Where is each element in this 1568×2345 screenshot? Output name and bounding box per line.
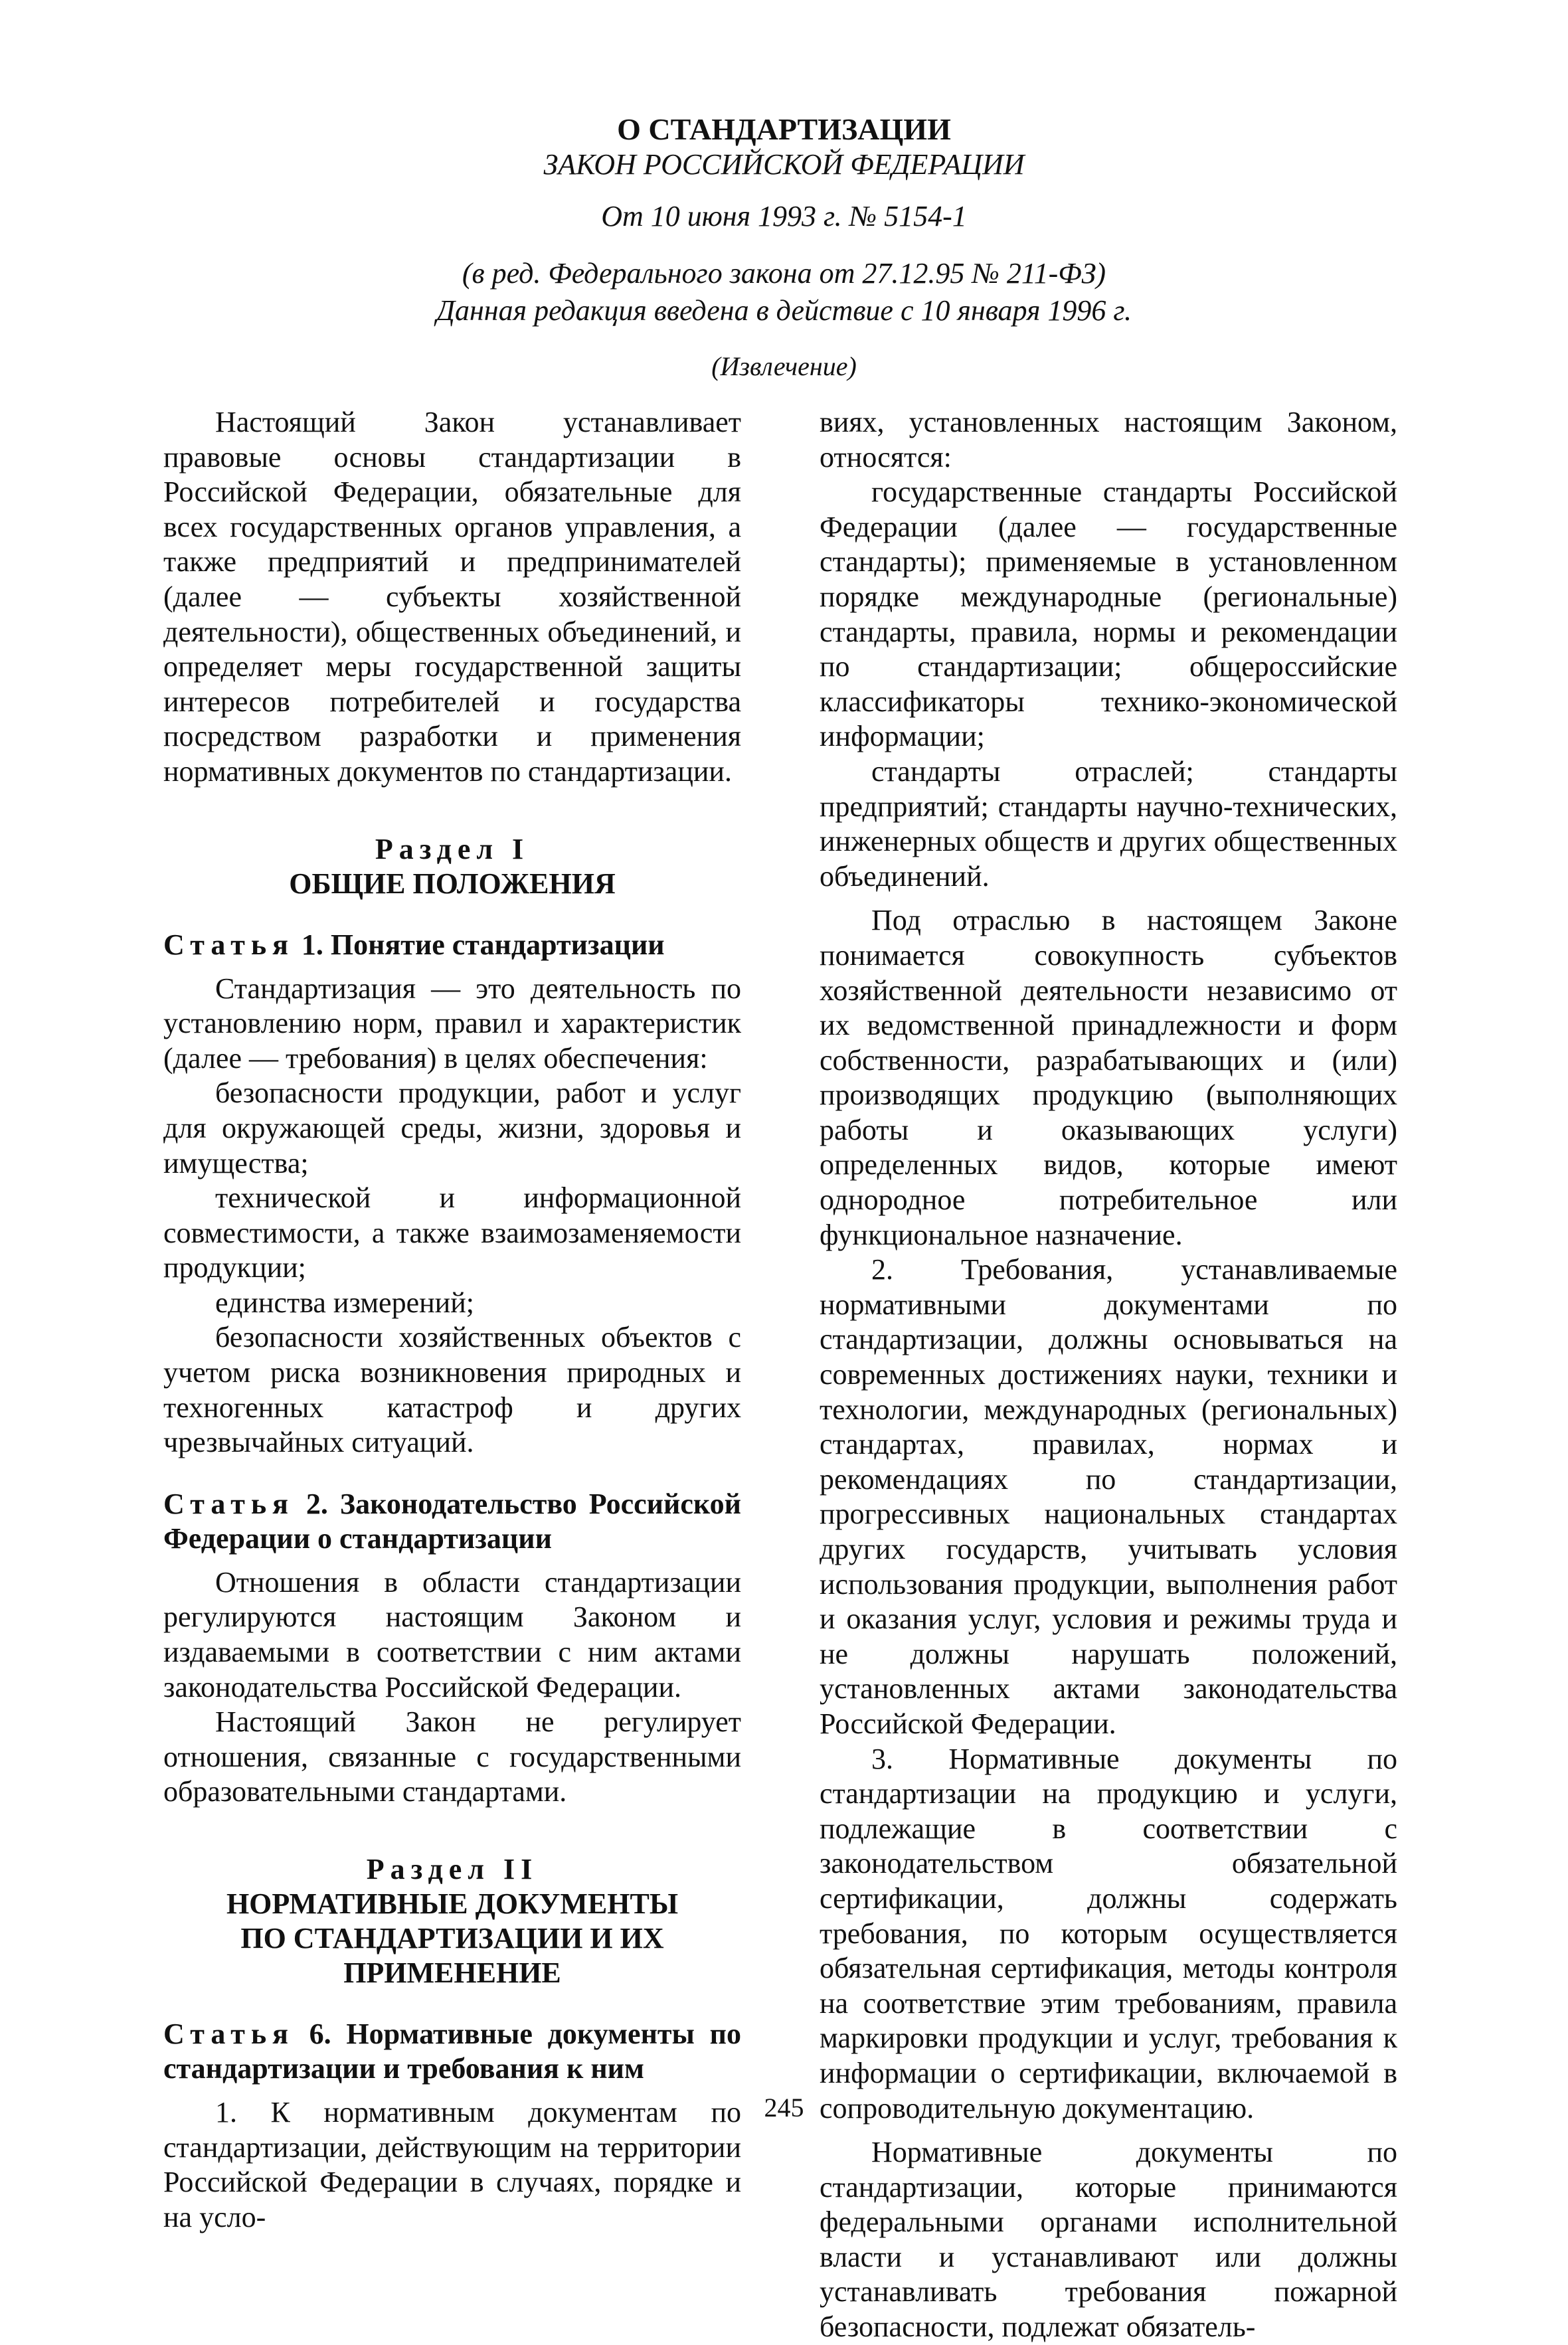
article-6-label: Статья <box>163 2018 294 2050</box>
article-1-paragraph: безопасности хозяйственных объектов с учетом риска возникновения природных и техногенных катастроф и других чрезвычайных ситуаций. <box>163 1321 741 1459</box>
article-1-paragraph: Стандартизация — это деятельность по установлению норм, правил и характеристик (далее — требования) в целях обеспечения: <box>163 972 741 1075</box>
document-title: О СТАНДАРТИЗАЦИИ <box>617 112 951 146</box>
body-paragraph: Под отраслью в настоящем Законе понимается совокупность субъектов хозяйственной деятельности независимо от их ведомственной принадлежности и форм собственности, разрабатывающих и (или) производящих продукцию (выполняющих работы и оказывающих услуги) определенных видов, которые имеют однородное потребительное или функциональное назначение. <box>820 904 1397 1251</box>
article-2-heading <box>163 1487 741 1556</box>
article-2-label: Статья <box>163 1487 294 1520</box>
edition-effective-note: Данная редакция введена в действие с 10 января 1996 г. <box>436 294 1132 327</box>
body-paragraph: 3. Нормативные документы по стандартизации на продукцию и услуги, подлежащие в соответствии с законодательством обязательной сертификации, должны содержать требования, по которым осуществляется обязательная сертификация, методы контроля на соответствие этим требованиям, правила маркировки продукции и услуг, требования к информации о сертификации, включаемой в сопроводительную документацию. <box>820 1742 1397 2125</box>
article-2-paragraph: Настоящий Закон не регулирует отношения, связанные с государственными образовательными стандартами. <box>163 1705 741 1808</box>
section-2-heading <box>163 1852 741 1990</box>
law-subtitle: ЗАКОН РОССИЙСКОЙ ФЕДЕРАЦИИ <box>543 148 1025 181</box>
body-paragraph: стандарты отраслей; стандарты предприятий; стандарты научно-технических, инженерных обществ и других общественных объединений. <box>820 754 1397 893</box>
article-1-heading <box>163 928 741 962</box>
extract-label: (Извлечение) <box>711 351 857 381</box>
article-2-paragraph: Отношения в области стандартизации регулируются настоящим Законом и издаваемыми в соответствии с ним актами законодательства Российской Федерации. <box>163 1565 741 1703</box>
edition-note: (в ред. Федерального закона от 27.12.95 № 211-ФЗ) <box>462 257 1106 290</box>
body-paragraph: 2. Требования, устанавливаемые нормативными документами по стандартизации, должны основываться на современных достижениях науки, техники и технологии, международных (региональных) стандартах, правилах, нормах и рекомендациях по стандартизации, прогрессивных национальных стандартах других государств, учитывать условия использования продукции, выполнения работ и оказания услуг, условия и режимы труда и не должны нарушать положений, установленных актами законодательства Российской Федерации. <box>820 1253 1397 1740</box>
article-6-heading <box>163 2017 741 2086</box>
law-date: От 10 июня 1993 г. № 5154-1 <box>601 200 967 232</box>
intro-paragraph: Настоящий Закон устанавливает правовые основы стандартизации в Российской Федерации, обязательные для всех государственных органов управления, а также предприятий и предпринимателей (далее — субъекты хозяйственной деятельности), общественных объединений, и определяет меры государственной защиты интересов потребителей и государства посредством разработки и применения нормативных документов по стандартизации. <box>163 406 741 788</box>
section-2-title-line1: НОРМАТИВНЫЕ ДОКУМЕНТЫ <box>226 1887 679 1920</box>
body-paragraph: Нормативные документы по стандартизации, которые принимаются федеральными органами исполнительной власти и устанавливают или должны устанавливать требования пожарной безопасности, подлежат обязатель- <box>820 2136 1397 2344</box>
article-6-title: 6. Нормативные документы по стандартизации и требования к ним <box>163 2018 741 2085</box>
body-paragraph: государственные стандарты Российской Федерации (далее — государственные стандарты); применяемые в установленном порядке международные (региональные) стандарты, правила, нормы и рекомендации по стандартизации; общероссийские классификаторы технико-экономической информации; <box>820 476 1397 753</box>
article-1-paragraph: технической и информационной совместимости, а также взаимозаменяемости продукции; <box>163 1181 741 1284</box>
section-1-label: Раздел I <box>375 832 530 865</box>
article-1-paragraph: единства измерений; <box>215 1286 474 1319</box>
page-number: 245 <box>764 2093 804 2123</box>
section-2-label: Раздел II <box>366 1853 539 1885</box>
article-1-title: 1. Понятие стандартизации <box>301 928 665 961</box>
article-1-paragraph: безопасности продукции, работ и услуг для окружающей среды, жизни, здоровья и имущества; <box>163 1077 741 1179</box>
continued-paragraph: виях, установленных настоящим Законом, относятся: <box>820 406 1397 474</box>
article-1-label: Статья <box>163 928 294 961</box>
article-2-title: 2. Законодательство Российской Федерации о стандартизации <box>163 1487 741 1555</box>
article-6-paragraph: 1. К нормативным документам по стандартизации, действующим на территории Российской Федерации в случаях, порядке и на усло- <box>163 2096 741 2233</box>
right-column <box>820 405 1397 2345</box>
section-2-title-line2: ПО СТАНДАРТИЗАЦИИ И ИХ ПРИМЕНЕНИЕ <box>240 1922 664 1989</box>
section-1-title: ОБЩИЕ ПОЛОЖЕНИЯ <box>289 867 616 900</box>
section-1-heading <box>163 832 741 901</box>
left-column <box>163 405 741 2235</box>
